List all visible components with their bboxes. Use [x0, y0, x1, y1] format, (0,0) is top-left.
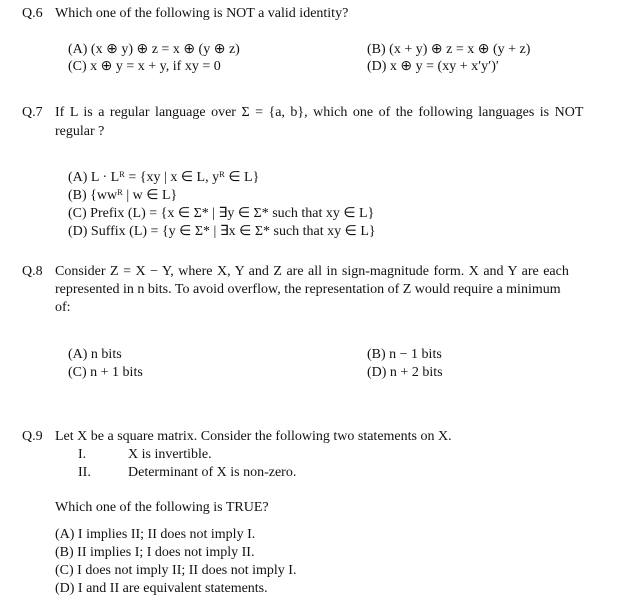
question-text: represented in n bits. To avoid overflow, the representation of Z would require a minimum	[55, 282, 561, 297]
question-text: Let X be a square matrix. Consider the following two statements on X.	[55, 429, 452, 444]
option-b: (B) n − 1 bits	[367, 347, 442, 362]
question-text: Consider Z = X − Y, where X, Y and Z are all in sign-magnitude form. X and Y are each	[55, 264, 569, 279]
option-c: (C) x ⊕ y = x + y, if xy = 0	[68, 59, 221, 74]
question-text: Which one of the following is NOT a valid identity?	[55, 6, 349, 21]
question-text: of:	[55, 300, 71, 315]
option-b: (B) {wwᴿ | w ∈ L}	[68, 188, 178, 203]
option-a: (A) L · Lᴿ = {xy | x ∈ L, yᴿ ∈ L}	[68, 170, 260, 185]
statement-text: X is invertible.	[128, 447, 212, 462]
option-d: (D) n + 2 bits	[367, 365, 443, 380]
question-number: Q.9	[22, 429, 43, 444]
statement-label: I.	[78, 447, 87, 462]
option-c: (C) I does not imply II; II does not imply I.	[55, 563, 297, 578]
option-a: (A) I implies II; II does not imply I.	[55, 527, 256, 542]
question-prompt: Which one of the following is TRUE?	[55, 500, 269, 515]
option-b: (B) II implies I; I does not imply II.	[55, 545, 255, 560]
question-number: Q.8	[22, 264, 43, 279]
question-text: regular ?	[55, 124, 105, 139]
question-text: If L is a regular language over Σ = {a, b}, which one of the following languages is NOT	[55, 105, 584, 120]
option-a: (A) (x ⊕ y) ⊕ z = x ⊕ (y ⊕ z)	[68, 42, 240, 57]
option-d: (D) I and II are equivalent statements.	[55, 581, 268, 596]
option-c: (C) n + 1 bits	[68, 365, 143, 380]
statement-text: Determinant of X is non-zero.	[128, 465, 297, 480]
option-d: (D) Suffix (L) = {y ∈ Σ* | ∃x ∈ Σ* such that xy ∈ L}	[68, 224, 376, 239]
question-number: Q.6	[22, 6, 43, 21]
statement-label: II.	[78, 465, 91, 480]
option-a: (A) n bits	[68, 347, 122, 362]
option-c: (C) Prefix (L) = {x ∈ Σ* | ∃y ∈ Σ* such that xy ∈ L}	[68, 206, 375, 221]
option-d: (D) x ⊕ y = (xy + x′y′)′	[367, 59, 499, 74]
option-b: (B) (x + y) ⊕ z = x ⊕ (y + z)	[367, 42, 531, 57]
question-number: Q.7	[22, 105, 43, 120]
